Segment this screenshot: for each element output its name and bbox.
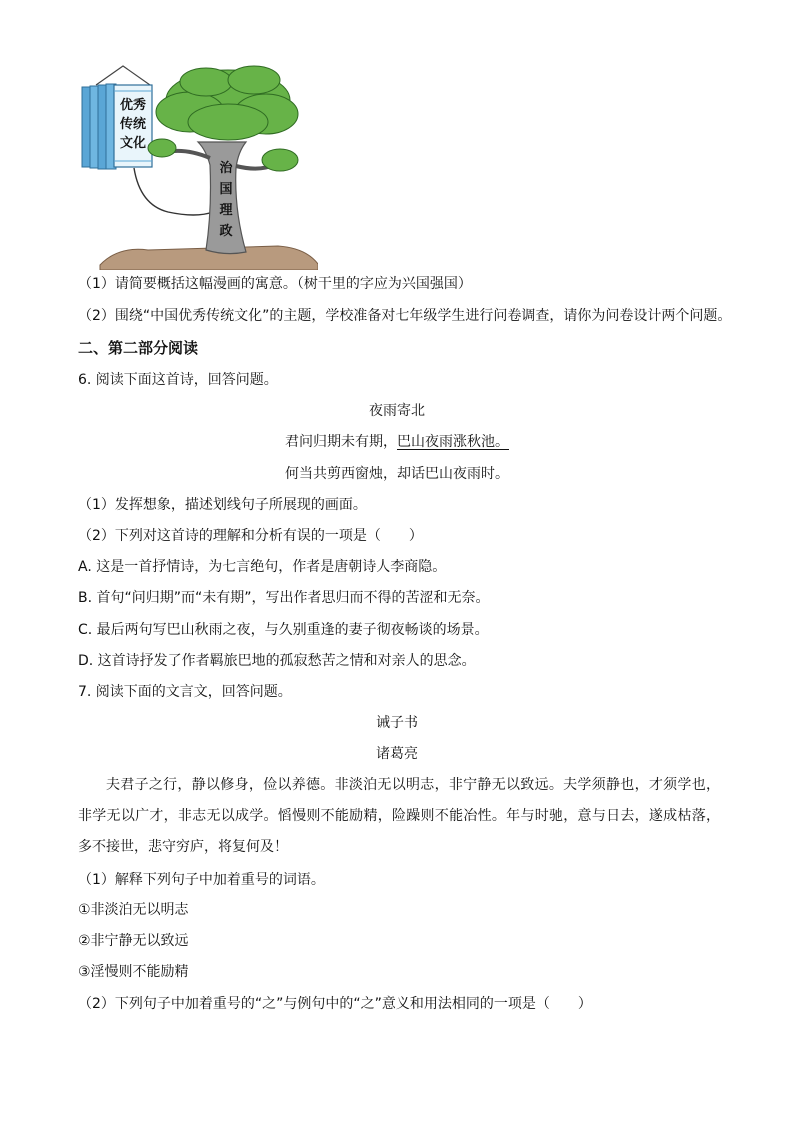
question-6-sub2: （2）下列对这首诗的理解和分析有误的一项是（ ） bbox=[78, 528, 423, 544]
trunk-label-3: 理 bbox=[219, 203, 233, 218]
question-7-sub1: （1）解释下列句子中加着重号的词语。 bbox=[78, 872, 325, 888]
vocab-item-2: ②非宁静无以致远 bbox=[78, 933, 189, 949]
trunk-label-1: 治 bbox=[219, 161, 233, 176]
option-a: A. 这是一首抒情诗，为七言绝句，作者是唐朝诗人李商隐。 bbox=[78, 559, 447, 575]
section-heading: 二、第二部分阅读 bbox=[78, 339, 199, 357]
option-b: B. 首句“问归期”而“未有期”，写出作者思归而不得的苦涩和无奈。 bbox=[78, 590, 490, 606]
option-c: C. 最后两句写巴山秋雨之夜，与久别重逢的妻子彻夜畅谈的场景。 bbox=[78, 622, 489, 638]
passage-author: 诸葛亮 bbox=[376, 746, 418, 762]
question-7-prompt: 7. 阅读下面的文言文，回答问题。 bbox=[78, 684, 292, 700]
hanging-string bbox=[96, 66, 150, 85]
vocab-item-3: ③淫慢则不能励精 bbox=[78, 964, 189, 980]
poem-line-1-plain: 君问归期未有期， bbox=[285, 434, 397, 450]
book-label-line2: 传统 bbox=[119, 117, 147, 132]
vocab-item-1: ①非淡泊无以明志 bbox=[78, 902, 189, 918]
passage-title: 诫子书 bbox=[376, 715, 418, 731]
question-7-sub2: （2）下列句子中加着重号的“之”与例句中的“之”意义和用法相同的一项是（ ） bbox=[78, 996, 592, 1012]
poem-title: 夜雨寄北 bbox=[369, 403, 425, 419]
poem-line-2: 何当共剪西窗烛，却话巴山夜雨时。 bbox=[285, 466, 509, 482]
option-d: D. 这首诗抒发了作者羁旅巴地的孤寂愁苦之情和对亲人的思念。 bbox=[78, 653, 476, 669]
book-label-line1: 优秀 bbox=[119, 98, 147, 113]
book-label-line3: 文化 bbox=[119, 136, 147, 151]
trunk-label-4: 政 bbox=[219, 224, 233, 239]
poem-line-1 bbox=[0, 432, 794, 452]
passage-text: 夫君子之行，静以修身，俭以养德。非淡泊无以明志，非宁静无以致远。夫学须静也，才须学也，非学无以广才，非志无以成学。慆慢则不能励精，险躁则不能冶性。年与时驰，意与日去，遂成枯落，多不接世，悲守穷庐，将复何及！ bbox=[78, 777, 720, 855]
question-1-sub1: （1）请简要概括这幅漫画的寓意。（树干里的字应为兴国强国） bbox=[78, 276, 472, 292]
cartoon-illustration bbox=[78, 60, 318, 270]
trunk-label-2: 国 bbox=[219, 182, 233, 197]
question-1-sub2: （2）围绕“中国优秀传统文化”的主题，学校准备对七年级学生进行问卷调查，请你为问卷设计两个问题。 bbox=[78, 308, 732, 324]
question-6-sub1: （1）发挥想象，描述划线句子所展现的画面。 bbox=[78, 497, 367, 513]
poem-line-1-underlined: 巴山夜雨涨秋池。 bbox=[397, 434, 509, 450]
root-connection bbox=[134, 168, 213, 215]
question-6-prompt: 6. 阅读下面这首诗，回答问题。 bbox=[78, 372, 278, 388]
